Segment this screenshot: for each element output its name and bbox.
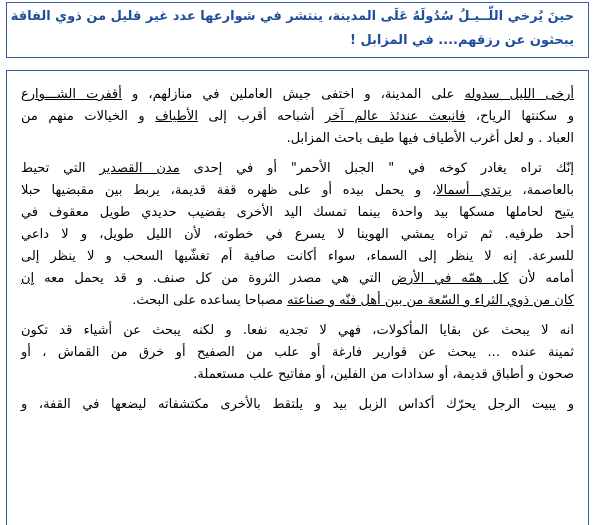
paragraph-2-line-6 [21, 269, 574, 289]
paragraph-1-line-1 [21, 85, 574, 105]
text-span: إنّك تراه يغادر كوخه في " الجبل الأحمر" أو في إحدى [179, 161, 574, 176]
paragraph-2-line-4 [21, 225, 574, 245]
paragraph-2-line-3 [21, 203, 574, 223]
text-span: بالعاصمة، [511, 183, 575, 198]
text-span: صحون و أطباق قديمة، أو سدادات من الفلين، أو مفاتيح علب مستعملة. [193, 367, 574, 382]
paragraph-3-line-3 [21, 365, 574, 385]
text-span: و سكنتها الرياح، [465, 109, 574, 124]
text-span: للسرعة. إنه لا ينظر إلى السماء، سواء أكانت صافية أم تغشّيها السحب و لا ينظر إلى [21, 249, 574, 264]
underlined-phrase: أقفرت الشـــوارع [21, 87, 122, 102]
header-box [6, 2, 589, 58]
paragraph-1-line-3 [21, 129, 574, 149]
text-span: أمامه لأن [508, 271, 574, 286]
header-line-1: حينَ يُرخي اللّــيـلُ سُدُولَهُ عَلَى المدينة، ينتشر في شوارعها عدد غير قليل من ذوي الفاقة [10, 9, 574, 24]
underlined-phrase: يرتدي أسمالا [436, 183, 512, 198]
underlined-phrase: مدن القصدير [99, 161, 180, 176]
underlined-phrase: أرخى الليل سدوله [464, 87, 575, 102]
text-span: التي تحيط [21, 161, 100, 176]
text-span: أشباحه أقرب إلى [197, 109, 326, 124]
header-line-2: يبحثون عن رزقهم.... في المزابل ! [349, 33, 574, 48]
text-span: و الخيالات منهم من [21, 109, 156, 124]
underlined-phrase: كان من ذوي الثراء و السّعة من بين أهل فنّه و صناعته [287, 293, 574, 308]
paragraph-2-line-7 [21, 291, 574, 311]
paragraph-2-line-5 [21, 247, 574, 267]
underlined-phrase: فانبعث عندئذ عالم آخر [325, 109, 466, 124]
text-span: أحد طرفيه. ثم تراه يمشي الهوينا لا يسرع في خطوته، لأن الليل طويل، و لا داعي [21, 227, 574, 242]
text-span: ، و يحمل بيده أو على ظهره قفة قديمة، يربط بين مقبضيها حبلا [21, 183, 437, 198]
text-span: التي هي مصدر الثروة من كل صنف. و قد يحمل معه [34, 271, 392, 286]
text-span: العباد . و لعل أغرب الأطياف فيها طيف باحث المزابل. [286, 131, 574, 146]
paragraph-2-line-2 [21, 181, 574, 201]
text-span: يتيح لحاملها مسكها بيد واحدة بينما تمسك اليد الأخرى بقضيب حديدي طويل معقوف في [21, 205, 574, 220]
paragraph-3-line-2 [21, 343, 574, 363]
text-span: و يبيت الرجل يحرّك أكداس الزبل بيد و يلتقط بالأخرى مكتشفاته ليضعها في القفة، و [21, 397, 574, 412]
paragraph-3-line-1 [21, 321, 574, 341]
paragraph-2-line-1 [21, 159, 574, 179]
text-span: ثمينة عنده ... يبحث عن قوارير فارغة أو علب من الصفيح أو خرق من القماش ، أو [21, 345, 574, 360]
underlined-phrase: كل همّه في الأرض [391, 271, 509, 286]
text-span: على المدينة، و اختفى جيش العاملين في منازلهم، و [121, 87, 465, 102]
underlined-phrase: إن [21, 271, 35, 286]
underlined-phrase: الأطياف [155, 109, 198, 124]
body-box [6, 70, 589, 525]
paragraph-1-line-2 [21, 107, 574, 127]
text-span: مصباحا يساعده على البحث. [132, 293, 288, 308]
paragraph-4-line-1 [21, 395, 574, 415]
text-span: انه لا يبحث عن بقايا المأكولات، فهي لا تجديه نفعا. و لكنه يبحث عن أشياء قد تكون [21, 323, 574, 338]
